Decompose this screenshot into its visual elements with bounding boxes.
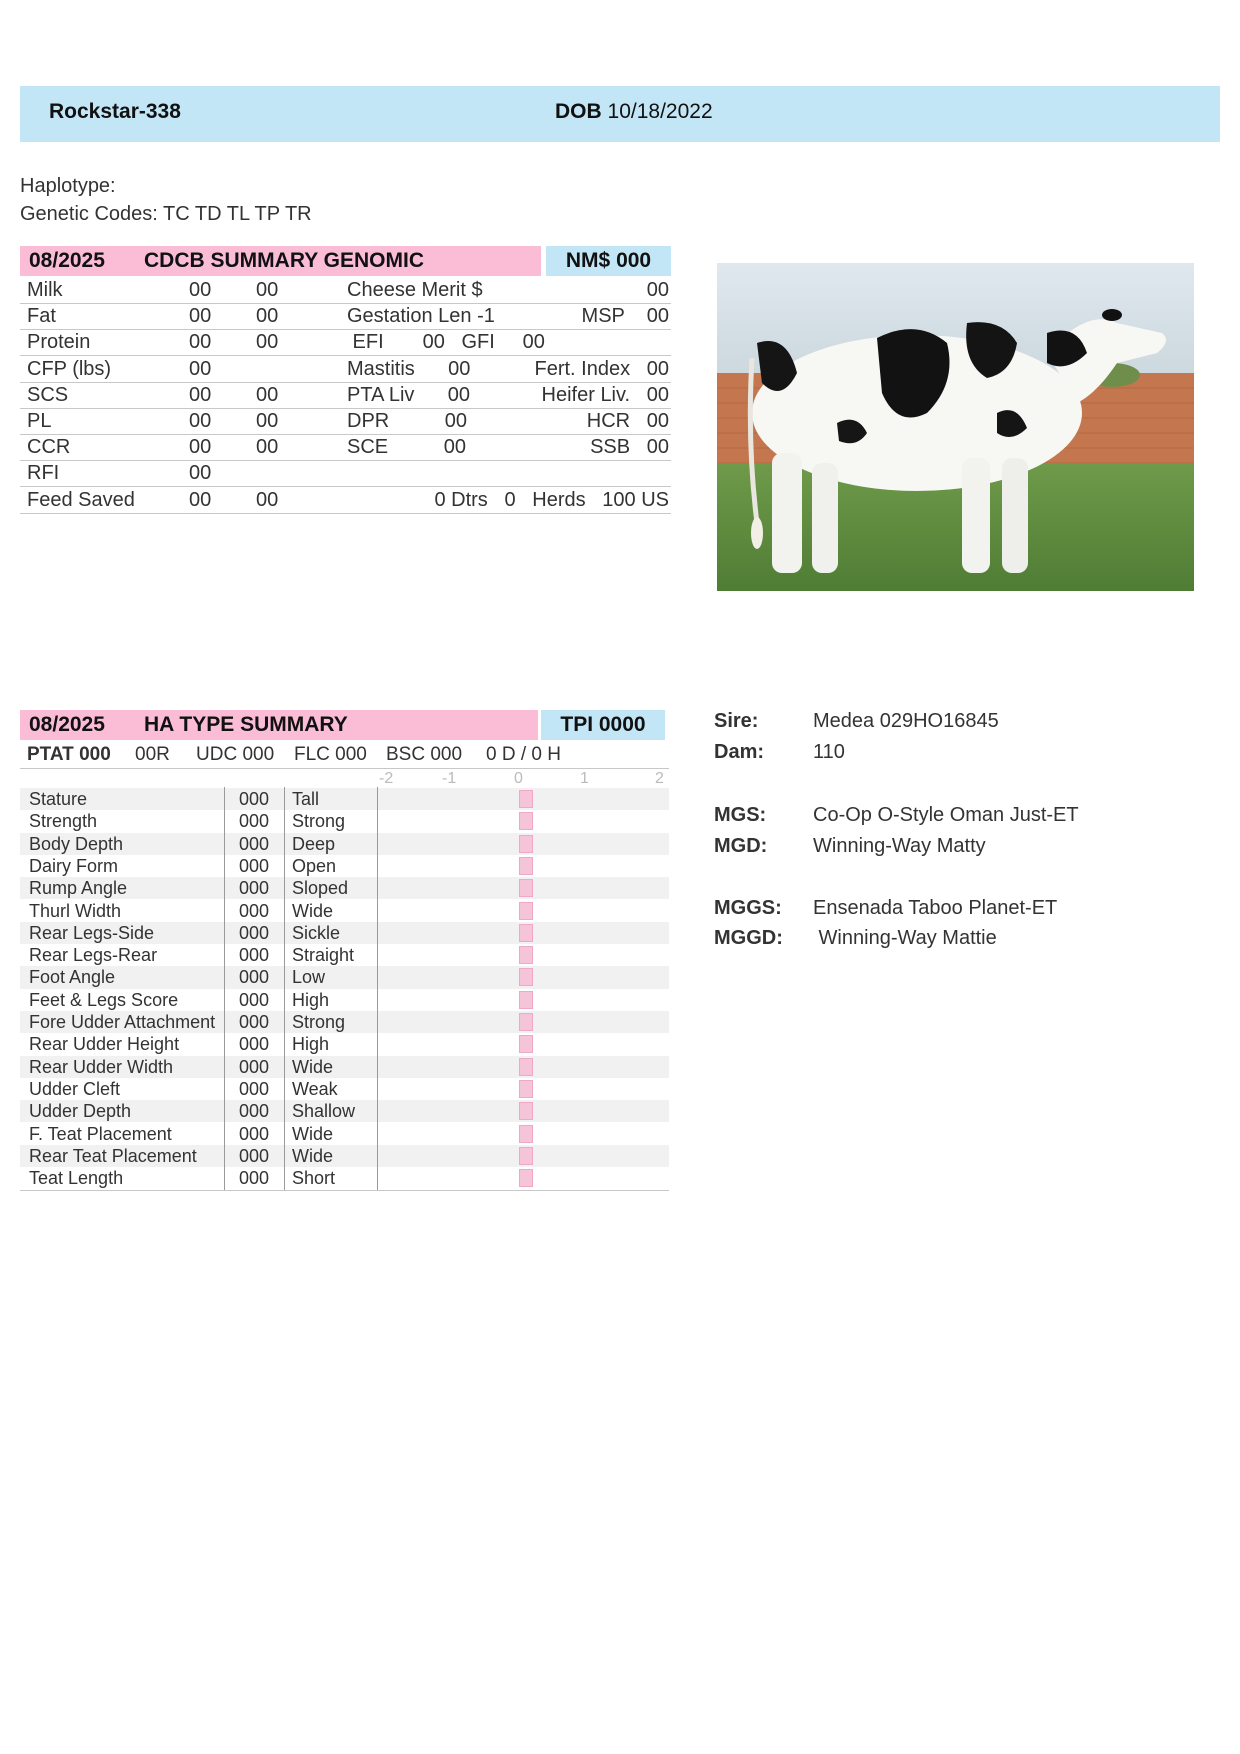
type-trait-name: Rear Legs-Rear [29, 945, 158, 966]
type-trait-row [20, 1100, 669, 1122]
type-trait-value: 000 [239, 989, 270, 1010]
pedigree-value: Winning-Way Mattie [813, 927, 997, 949]
type-trait-desc: Wide [292, 1145, 334, 1166]
trait-label: SCS [27, 383, 69, 406]
type-trait-desc: Deep [292, 833, 336, 854]
type-trait-name: Udder Depth [29, 1101, 132, 1122]
trait-reliability: 00 [256, 383, 279, 406]
type-trait-desc: Open [292, 855, 337, 876]
type-trait-row [20, 1123, 669, 1145]
type-score-bar [519, 1169, 533, 1187]
type-trait-desc: Shallow [292, 1101, 356, 1122]
type-trait-desc: Short [292, 1168, 336, 1189]
type-trait-name: F. Teat Placement [29, 1123, 172, 1144]
trait-label: CCR [27, 436, 71, 459]
genetic-codes-line: Genetic Codes: TC TD TL TP TR [20, 203, 312, 225]
trait-value: 00 [189, 279, 212, 301]
type-trait-desc: High [292, 1034, 330, 1055]
genomic-title: CDCB SUMMARY GENOMIC [125, 246, 541, 276]
type-trait-name: Rump Angle [29, 878, 128, 899]
trait-value: 00 [189, 305, 212, 328]
scale-label: 0 [514, 770, 523, 787]
scale-label: -2 [379, 770, 394, 787]
trait-mid-value: Mastitis 00 [347, 357, 471, 380]
trait-value: 00 [189, 331, 212, 354]
type-trait-value: 000 [239, 833, 270, 854]
trait-right-value: 00 [646, 279, 669, 301]
type-trait-desc: High [292, 989, 330, 1010]
trait-mid-value: PTA Liv 00 [347, 383, 471, 406]
type-table-bottom-rule [20, 1190, 669, 1191]
trait-label: Feed Saved [27, 488, 135, 511]
type-score-bar [519, 1013, 533, 1031]
type-trait-name: Udder Cleft [29, 1078, 121, 1099]
type-trait-value: 000 [239, 1078, 270, 1099]
type-trait-name: Fore Udder Attachment [29, 1012, 216, 1032]
trait-label: Protein [27, 331, 91, 354]
type-trait-row [20, 1167, 669, 1189]
type-trait-name: Thurl Width [29, 900, 122, 921]
sub-flc: FLC 000 [294, 744, 367, 765]
type-trait-value: 000 [239, 1145, 270, 1166]
trait-value: 00 [189, 488, 212, 511]
dob-value: 10/18/2022 [607, 100, 713, 123]
scale-divider [20, 768, 669, 769]
column-divider [284, 787, 285, 1190]
nm-dollar: NM$ 000 [546, 246, 671, 276]
trait-label: RFI [27, 462, 60, 485]
type-trait-value: 000 [239, 878, 270, 899]
trait-right-value: 0 Dtrs 0 Herds 100 US [434, 488, 669, 511]
type-trait-value: 000 [239, 1168, 270, 1189]
trait-right-value: SSB 00 [590, 436, 669, 459]
haplotype-line: Haplotype: [20, 175, 116, 197]
sub-daughters-herds: 0 D / 0 H [486, 744, 561, 765]
sub-00r: 00R [135, 744, 170, 765]
cow-photo [717, 263, 1194, 591]
type-trait-desc: Wide [292, 1056, 334, 1077]
genomic-row [20, 330, 671, 356]
ptat-value: PTAT 000 [27, 744, 111, 765]
type-trait-name: Body Depth [29, 833, 124, 854]
type-trait-name: Rear Udder Height [29, 1034, 180, 1055]
type-title: HA TYPE SUMMARY [125, 710, 538, 740]
tpi-value: TPI 0000 [541, 710, 665, 740]
trait-label: Fat [27, 305, 56, 328]
type-trait-name: Foot Angle [29, 967, 116, 988]
trait-mid-value: Gestation Len -1 [347, 305, 495, 328]
trait-reliability: 00 [256, 331, 279, 354]
genomic-row [20, 461, 671, 487]
type-trait-name: Rear Udder Width [29, 1056, 174, 1077]
sub-bsc: BSC 000 [386, 744, 463, 765]
type-score-bar [519, 1125, 533, 1143]
trait-value: 00 [189, 357, 212, 380]
trait-value: 00 [189, 410, 212, 432]
trait-value: 00 [189, 436, 212, 459]
type-trait-desc: Sloped [292, 878, 349, 899]
trait-value: 00 [189, 462, 212, 485]
genomic-row [20, 488, 671, 514]
type-trait-row [20, 877, 669, 899]
type-trait-row [20, 1056, 669, 1078]
type-trait-value: 000 [239, 1123, 270, 1144]
pedigree-value: Ensenada Taboo Planet-ET [813, 897, 1058, 919]
type-trait-desc: Low [292, 967, 326, 988]
type-trait-value: 000 [239, 789, 270, 809]
dob [555, 100, 713, 124]
type-trait-row [20, 833, 669, 855]
type-trait-value: 000 [239, 811, 270, 832]
trait-reliability: 00 [256, 279, 279, 301]
trait-right-value: Heifer Liv. 00 [541, 383, 669, 406]
type-trait-value: 000 [239, 1012, 270, 1032]
genomic-row [20, 435, 671, 461]
pedigree-key: MGGD: [714, 927, 783, 949]
pedigree-key: MGD: [714, 835, 768, 857]
type-score-bar [519, 879, 533, 897]
type-trait-row [20, 966, 669, 988]
type-trait-row [20, 944, 669, 966]
scale-label: 2 [655, 770, 664, 787]
type-trait-value: 000 [239, 967, 270, 988]
column-divider [377, 787, 378, 1190]
trait-right-value: Fert. Index 00 [534, 357, 669, 380]
trait-label: CFP (lbs) [27, 357, 112, 380]
trait-value: 00 [189, 383, 212, 406]
type-trait-value: 000 [239, 900, 270, 921]
type-score-bar [519, 1102, 533, 1120]
pedigree-key: MGGS: [714, 897, 782, 919]
type-trait-value: 000 [239, 1101, 270, 1122]
type-trait-row [20, 1011, 669, 1033]
genomic-row [20, 304, 671, 330]
type-trait-desc: Straight [292, 945, 355, 966]
type-trait-name: Stature [29, 789, 88, 809]
type-score-bar [519, 991, 533, 1009]
type-score-bar [519, 835, 533, 853]
trait-reliability: 00 [256, 305, 279, 328]
type-date: 08/2025 [20, 710, 129, 740]
trait-mid-value: SCE 00 [347, 436, 466, 459]
scale-label: -1 [442, 770, 457, 787]
genomic-row [20, 357, 671, 383]
type-trait-name: Rear Teat Placement [29, 1145, 197, 1166]
pedigree-key: Sire: [714, 710, 759, 732]
type-trait-name: Feet & Legs Score [29, 989, 179, 1010]
type-score-bar [519, 857, 533, 875]
trait-reliability: 00 [256, 410, 279, 432]
genomic-row [20, 383, 671, 409]
type-trait-row [20, 1078, 669, 1100]
genomic-row [20, 409, 671, 435]
pedigree-value: Winning-Way Matty [813, 835, 986, 857]
type-score-bar [519, 790, 533, 808]
type-trait-row [20, 810, 669, 832]
type-trait-desc: Strong [292, 1012, 346, 1032]
type-trait-name: Teat Length [29, 1168, 124, 1189]
trait-right-value: MSP 00 [581, 305, 669, 328]
genomic-row [20, 278, 671, 304]
type-trait-value: 000 [239, 922, 270, 943]
type-trait-row [20, 1033, 669, 1055]
animal-name: Rockstar-338 [49, 100, 181, 123]
type-trait-desc: Sickle [292, 922, 341, 943]
type-trait-row [20, 900, 669, 922]
type-trait-row [20, 788, 669, 810]
trait-label: PL [27, 410, 52, 432]
type-score-bar [519, 1080, 533, 1098]
type-score-bar [519, 1058, 533, 1076]
pedigree-key: Dam: [714, 741, 765, 763]
type-trait-name: Rear Legs-Side [29, 922, 155, 943]
trait-mid-value: Cheese Merit $ [347, 279, 483, 301]
type-trait-desc: Strong [292, 811, 346, 832]
sub-udc: UDC 000 [196, 744, 275, 765]
pedigree-value: 110 [813, 741, 845, 763]
trait-label: Milk [27, 279, 63, 301]
type-trait-name: Dairy Form [29, 855, 118, 876]
type-trait-row [20, 922, 669, 944]
genomic-date: 08/2025 [20, 246, 129, 276]
trait-mid-value: EFI 00 GFI 00 [347, 331, 545, 354]
type-trait-desc: Wide [292, 1123, 334, 1144]
type-trait-value: 000 [239, 945, 270, 966]
trait-right-value: HCR 00 [586, 410, 669, 432]
type-trait-value: 000 [239, 1034, 270, 1055]
type-trait-row [20, 1145, 669, 1167]
type-score-bar [519, 902, 533, 920]
trait-reliability: 00 [256, 488, 279, 511]
trait-mid-value: DPR 00 [347, 410, 468, 432]
type-score-bar [519, 924, 533, 942]
type-score-bar [519, 946, 533, 964]
dob-label: DOB [555, 100, 602, 123]
trait-reliability: 00 [256, 436, 279, 459]
scale-label: 1 [580, 770, 589, 787]
type-trait-desc: Wide [292, 900, 334, 921]
pedigree-key: MGS: [714, 804, 767, 826]
type-score-bar [519, 812, 533, 830]
column-divider [224, 787, 225, 1190]
type-trait-desc: Tall [292, 789, 320, 809]
type-score-bar [519, 1147, 533, 1165]
type-score-bar [519, 1035, 533, 1053]
type-score-bar [519, 968, 533, 986]
type-trait-desc: Weak [292, 1078, 338, 1099]
pedigree-value: Medea 029HO16845 [813, 710, 999, 732]
type-trait-value: 000 [239, 855, 270, 876]
pedigree-value: Co-Op O-Style Oman Just-ET [813, 804, 1079, 826]
type-trait-name: Strength [29, 811, 98, 832]
type-trait-row [20, 989, 669, 1011]
type-trait-row [20, 855, 669, 877]
type-trait-value: 000 [239, 1056, 270, 1077]
